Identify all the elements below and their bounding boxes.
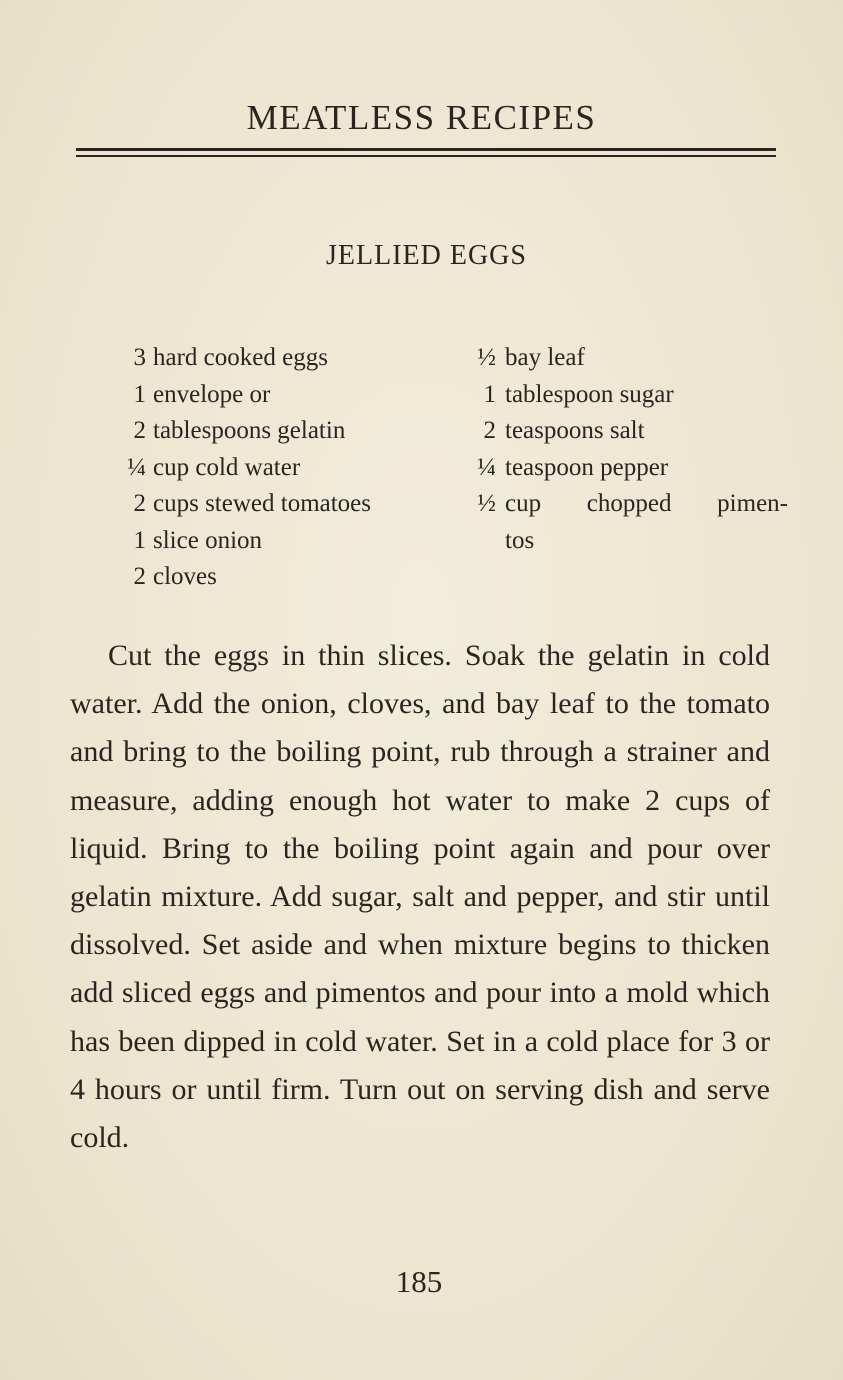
ingredient-quantity: 1 xyxy=(133,380,146,408)
ingredient-quantity: 2 xyxy=(483,417,496,444)
header-rule-thin xyxy=(76,155,776,157)
ingredient-row xyxy=(112,450,452,487)
ingredient-name: envelope or xyxy=(153,380,271,408)
ingredients-right-column xyxy=(458,340,788,559)
ingredient-name: cups stewed tomatoes xyxy=(153,490,372,517)
ingredient-name: hard cooked eggs xyxy=(153,344,328,371)
ingredient-row xyxy=(112,559,452,596)
ingredient-row xyxy=(458,413,788,450)
ingredient-quantity: ¼ xyxy=(127,453,146,481)
ingredient-quantity: ½ xyxy=(477,490,496,517)
ingredient-name: teaspoon pepper xyxy=(505,453,669,481)
ingredient-row xyxy=(458,450,788,487)
ingredient-row xyxy=(458,340,788,377)
ingredient-row xyxy=(458,486,788,523)
page-number: 185 xyxy=(395,1264,443,1299)
ingredient-name: tablespoon sugar xyxy=(505,380,674,408)
ingredient-quantity xyxy=(458,523,505,560)
ingredient-name: cup chopped pimen- xyxy=(505,490,788,517)
ingredient-row xyxy=(112,413,452,450)
ingredient-quantity: 3 xyxy=(133,344,146,371)
ingredient-row xyxy=(112,377,452,414)
ingredient-quantity: ½ xyxy=(477,344,496,371)
recipe-title: JELLIED EGGS xyxy=(326,240,527,271)
running-head: MEATLESS RECIPES xyxy=(246,98,597,137)
ingredient-row xyxy=(112,486,452,523)
ingredient-quantity: 2 xyxy=(133,417,146,444)
ingredient-name: bay leaf xyxy=(505,344,585,371)
recipe-instructions: Cut the eggs in thin slices. Soak the gelatin in cold water. Add the onion, cloves, and bay leaf to the tomato and bring to the boiling point, rub through a strainer and measure, adding enough hot water to make 2 cups of liquid. Bring to the boiling point again and pour over gelatin mixture. Add sugar, salt and pepper, and stir until dissolved. Set aside and when mixture begins to thicken add sliced eggs and pimentos and pour into a mold which has been dipped in cold water. Set in a cold place for 3 or 4 hours or until firm. Turn out on serving dish and serve cold. xyxy=(70,639,770,1155)
ingredient-name: tos xyxy=(505,526,535,554)
ingredient-quantity: ¼ xyxy=(477,453,496,481)
ingredients-left-column xyxy=(112,340,452,596)
ingredient-row xyxy=(112,523,452,560)
ingredient-quantity: 2 xyxy=(133,490,146,517)
ingredient-row xyxy=(458,523,788,560)
ingredient-name: cup cold water xyxy=(153,453,301,481)
ingredient-row xyxy=(458,377,788,414)
ingredient-name: teaspoons salt xyxy=(505,417,645,444)
ingredient-quantity: 1 xyxy=(133,526,146,554)
ingredient-quantity: 2 xyxy=(133,563,146,590)
ingredient-name: slice onion xyxy=(153,526,263,554)
ingredient-row xyxy=(112,340,452,377)
header-rule-thick xyxy=(76,148,776,151)
ingredient-name: cloves xyxy=(153,563,217,590)
ingredient-name: tablespoons gelatin xyxy=(153,417,346,444)
ingredient-quantity: 1 xyxy=(483,380,496,408)
